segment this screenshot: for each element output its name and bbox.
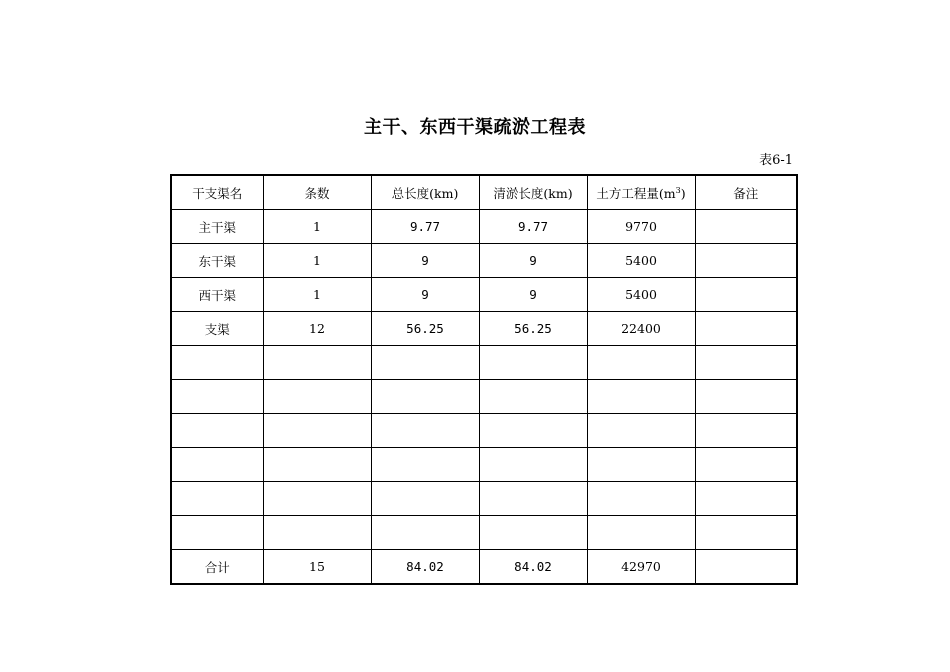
cell-count: 12	[263, 312, 371, 346]
empty-cell	[695, 380, 797, 414]
empty-cell	[263, 414, 371, 448]
total-earthwork: 42970	[587, 550, 695, 585]
empty-cell	[371, 414, 479, 448]
empty-cell	[587, 448, 695, 482]
cell-total-length: 9	[371, 278, 479, 312]
header-dredge-length: 清淤长度(km)	[479, 175, 587, 210]
empty-cell	[695, 516, 797, 550]
total-row	[171, 550, 797, 585]
cell-total-length: 56.25	[371, 312, 479, 346]
empty-cell	[695, 482, 797, 516]
empty-cell	[171, 448, 263, 482]
cell-count: 1	[263, 244, 371, 278]
empty-cell	[479, 482, 587, 516]
cell-remarks	[695, 210, 797, 244]
empty-cell	[371, 516, 479, 550]
empty-cell	[695, 448, 797, 482]
cell-earthwork: 5400	[587, 278, 695, 312]
empty-cell	[587, 482, 695, 516]
empty-cell	[263, 482, 371, 516]
total-count: 15	[263, 550, 371, 585]
empty-cell	[479, 516, 587, 550]
cell-total-length: 9	[371, 244, 479, 278]
total-length: 84.02	[371, 550, 479, 585]
empty-cell	[263, 380, 371, 414]
empty-cell	[479, 380, 587, 414]
empty-cell	[171, 414, 263, 448]
total-label: 合计	[171, 550, 263, 585]
cell-name: 西干渠	[171, 278, 263, 312]
cell-earthwork: 5400	[587, 244, 695, 278]
empty-row	[171, 380, 797, 414]
empty-cell	[371, 380, 479, 414]
cell-dredge-length: 9.77	[479, 210, 587, 244]
empty-cell	[587, 516, 695, 550]
header-channel-name: 干支渠名	[171, 175, 263, 210]
table-row	[171, 312, 797, 346]
cell-name: 支渠	[171, 312, 263, 346]
empty-cell	[587, 346, 695, 380]
empty-row	[171, 516, 797, 550]
cell-total-length: 9.77	[371, 210, 479, 244]
empty-cell	[695, 346, 797, 380]
empty-cell	[371, 448, 479, 482]
empty-cell	[479, 414, 587, 448]
total-dredge-length: 84.02	[479, 550, 587, 585]
header-earthwork-sup: 3	[675, 185, 681, 195]
cell-name: 主干渠	[171, 210, 263, 244]
empty-row	[171, 482, 797, 516]
empty-cell	[479, 346, 587, 380]
header-total-length: 总长度(km)	[371, 175, 479, 210]
cell-dredge-length: 9	[479, 244, 587, 278]
cell-dredge-length: 56.25	[479, 312, 587, 346]
empty-cell	[263, 448, 371, 482]
table-header-row	[171, 175, 797, 210]
header-earthwork-text: 土方工程量(m	[596, 185, 676, 201]
table-row	[171, 210, 797, 244]
empty-cell	[263, 516, 371, 550]
empty-row	[171, 346, 797, 380]
cell-remarks	[695, 278, 797, 312]
table-row	[171, 244, 797, 278]
empty-cell	[371, 482, 479, 516]
cell-count: 1	[263, 278, 371, 312]
cell-earthwork: 22400	[587, 312, 695, 346]
header-count: 条数	[263, 175, 371, 210]
empty-row	[171, 414, 797, 448]
cell-count: 1	[263, 210, 371, 244]
empty-cell	[171, 346, 263, 380]
cell-name: 东干渠	[171, 244, 263, 278]
header-earthwork	[587, 175, 695, 210]
empty-cell	[171, 380, 263, 414]
header-earthwork-close: )	[680, 185, 686, 201]
cell-earthwork: 9770	[587, 210, 695, 244]
empty-cell	[171, 516, 263, 550]
document-title: 主干、东西干渠疏淤工程表	[364, 117, 586, 138]
empty-cell	[587, 414, 695, 448]
cell-remarks	[695, 312, 797, 346]
empty-cell	[171, 482, 263, 516]
empty-cell	[587, 380, 695, 414]
header-remarks: 备注	[695, 175, 797, 210]
table-number: 表6-1	[759, 153, 793, 168]
cell-remarks	[695, 244, 797, 278]
empty-cell	[263, 346, 371, 380]
empty-cell	[479, 448, 587, 482]
cell-dredge-length: 9	[479, 278, 587, 312]
empty-cell	[695, 414, 797, 448]
table-row	[171, 278, 797, 312]
empty-cell	[371, 346, 479, 380]
total-remarks	[695, 550, 797, 585]
empty-row	[171, 448, 797, 482]
dredging-table	[170, 174, 798, 585]
